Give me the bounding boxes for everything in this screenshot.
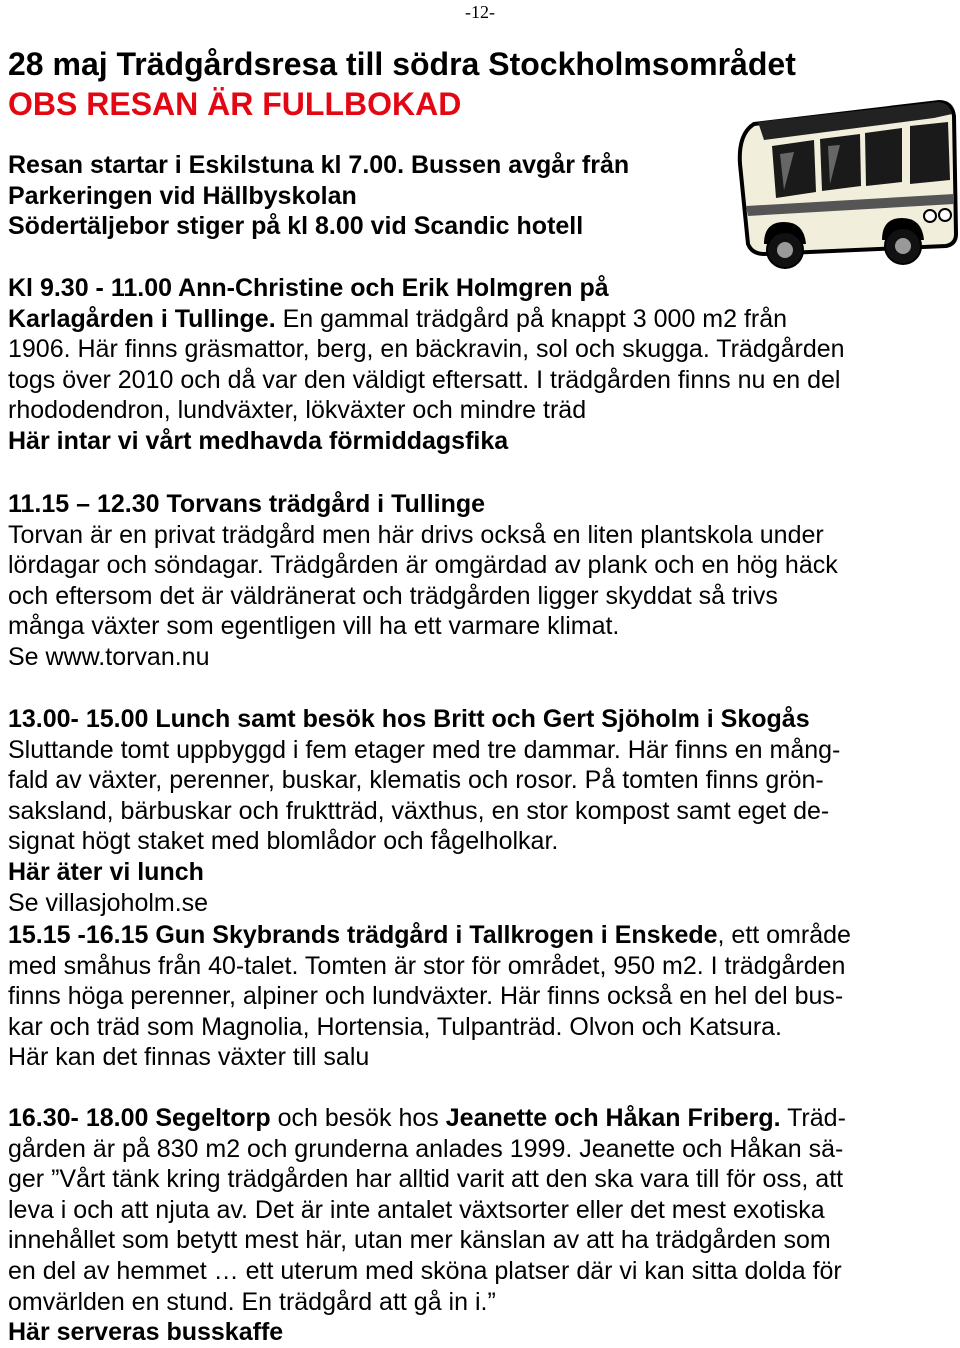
text-line: saksland, bärbuskar och fruktträd, växthus, en stor kompost samt eget de- <box>8 796 830 825</box>
section-heading: 16.30- 18.00 Segeltorp <box>8 1104 271 1132</box>
section-heading: 11.15 – 12.30 Torvans trädgård i Tullinge <box>8 490 486 518</box>
text-line: signat högt staket med blomlådor och fågelholkar. <box>8 827 559 856</box>
text-line: leva i och att njuta av. Det är inte antalet växtsorter eller det mest exotiska <box>8 1195 825 1224</box>
note-line: Här intar vi vårt medhavda förmiddagsfika <box>8 426 509 455</box>
text-line: och eftersom det är väldränerat och trädgården ligger skyddat så trivs <box>8 581 778 610</box>
text-line: , ett område <box>717 921 851 949</box>
website-text: Se www.torvan.nu <box>8 642 210 671</box>
section-sjoholm <box>8 704 840 918</box>
bus-icon <box>734 94 958 274</box>
text-line: Träd- <box>780 1104 846 1132</box>
fully-booked-notice: OBS RESAN ÄR FULLBOKAD <box>8 86 462 122</box>
text-line: med småhus från 40-talet. Tomten är stor för området, 950 m2. I trädgården <box>8 951 846 980</box>
text-line: omvärlden en stund. En trädgård att gå in i.” <box>8 1287 496 1316</box>
section-heading: 13.00- 15.00 Lunch samt besök hos Britt och Gert Sjöholm i Skogås <box>8 705 810 733</box>
text-line: fald av växter, perenner, buskar, klematis och rosor. På tomten finns grön- <box>8 766 824 795</box>
text-line: finns höga perenner, alpiner och lundväxter. Här finns också en hel del bus- <box>8 982 844 1011</box>
section-heading: 15.15 -16.15 Gun Skybrands trädgård i Tallkrogen i Enskede <box>8 921 718 949</box>
text-line: många växter som egentligen vill ha ett varmare klimat. <box>8 612 620 641</box>
section-heading: Kl 9.30 - 11.00 Ann-Christine och Erik Holmgren på <box>8 274 609 302</box>
text-line: Sluttande tomt uppbyggd i fem etager med tre dammar. Här finns en mång- <box>8 735 841 764</box>
text-line: Torvan är en privat trädgård men här drivs också en liten plantskola under <box>8 520 824 549</box>
section-friberg <box>8 1103 846 1348</box>
text-line: innehållet som betytt mest här, utan mer känslan av att ha trädgården som <box>8 1226 831 1255</box>
text-line: kar och träd som Magnolia, Hortensia, Tulpanträd. Olvon och Katsura. <box>8 1012 782 1041</box>
text-line: gården är på 830 m2 och grunderna anlades 1999. Jeanette och Håkan sä- <box>8 1134 844 1163</box>
text-line: och besök hos <box>270 1104 446 1132</box>
section-holmgren <box>8 273 845 457</box>
section-heading-place: Karlagården i Tullinge. <box>8 304 276 333</box>
host-names: Jeanette och Håkan Friberg. <box>445 1104 781 1132</box>
text-line: lördagar och söndagar. Trädgården är omgärdad av plank och en hög häck <box>8 551 838 580</box>
section-skybrand <box>8 920 851 1073</box>
section-torvan <box>8 489 838 673</box>
page-title: 28 maj Trädgårdsresa till södra Stockholmsområdet <box>8 46 796 82</box>
intro-line: Resan startar i Eskilstuna kl 7.00. Bussen avgår från <box>8 151 630 179</box>
intro-line: Parkeringen vid Hällbyskolan <box>8 181 357 210</box>
intro-line: Södertäljebor stiger på kl 8.00 vid Scandic hotell <box>8 212 584 241</box>
text-line: 1906. Här finns gräsmattor, berg, en bäckravin, sol och skugga. Trädgården <box>8 335 845 364</box>
text-line: En gammal trädgård på knappt 3 000 m2 från <box>275 304 788 333</box>
note-line: Här serveras busskaffe <box>8 1318 284 1347</box>
website-text: Se villasjoholm.se <box>8 888 209 917</box>
text-line: Här kan det finnas växter till salu <box>8 1043 370 1072</box>
text-line: ger ”Vårt tänk kring trädgården har alltid varit att den ska vara till för oss, att <box>8 1165 844 1194</box>
text-line: togs över 2010 och då var den väldigt eftersatt. I trädgården finns nu en del <box>8 365 841 394</box>
note-line: Här äter vi lunch <box>8 857 204 886</box>
text-line: rhododendron, lundväxter, lökväxter och mindre träd <box>8 396 587 425</box>
page-number: -12- <box>465 2 495 22</box>
intro-text <box>8 150 629 242</box>
text-line: en del av hemmet … ett uterum med sköna platser där vi kan sitta dolda för <box>8 1256 842 1285</box>
